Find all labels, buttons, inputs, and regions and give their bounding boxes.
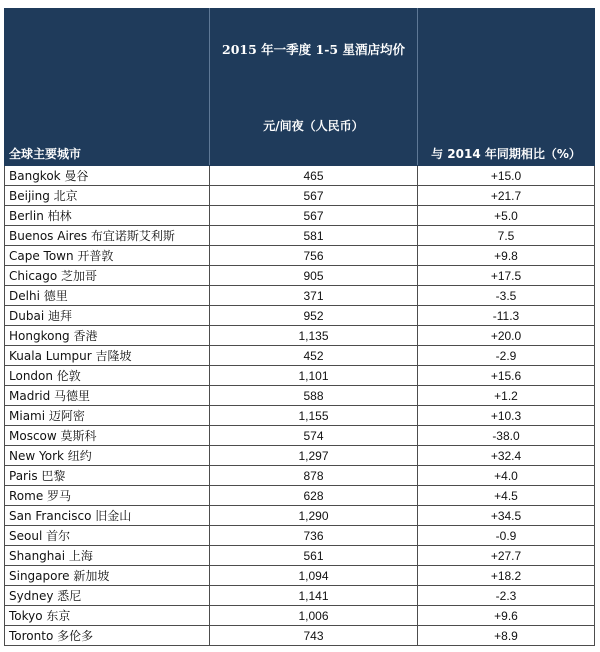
yoy-cell: +15.0 bbox=[418, 166, 595, 186]
city-cell: Miami 迈阿密 bbox=[5, 406, 210, 426]
yoy-cell: -2.3 bbox=[418, 586, 595, 606]
price-cell: 1,290 bbox=[210, 506, 418, 526]
yoy-cell: -38.0 bbox=[418, 426, 595, 446]
table-row bbox=[5, 166, 595, 186]
city-cell: San Francisco 旧金山 bbox=[5, 506, 210, 526]
price-cell: 736 bbox=[210, 526, 418, 546]
table-row bbox=[5, 286, 595, 306]
yoy-cell: +4.5 bbox=[418, 486, 595, 506]
city-cell: Bangkok 曼谷 bbox=[5, 166, 210, 186]
city-cell: Berlin 柏林 bbox=[5, 206, 210, 226]
city-cell: Singapore 新加坡 bbox=[5, 566, 210, 586]
city-cell: Paris 巴黎 bbox=[5, 466, 210, 486]
yoy-cell: +20.0 bbox=[418, 326, 595, 346]
price-cell: 561 bbox=[210, 546, 418, 566]
table-body bbox=[5, 166, 595, 646]
city-cell: New York 纽约 bbox=[5, 446, 210, 466]
city-cell: Seoul 首尔 bbox=[5, 526, 210, 546]
price-cell: 574 bbox=[210, 426, 418, 446]
yoy-cell: +17.5 bbox=[418, 266, 595, 286]
yoy-cell: -3.5 bbox=[418, 286, 595, 306]
table-row bbox=[5, 426, 595, 446]
table-row bbox=[5, 546, 595, 566]
yoy-cell: +4.0 bbox=[418, 466, 595, 486]
city-cell: Sydney 悉尼 bbox=[5, 586, 210, 606]
table-row bbox=[5, 506, 595, 526]
table-row bbox=[5, 466, 595, 486]
city-cell: Dubai 迪拜 bbox=[5, 306, 210, 326]
table-row bbox=[5, 626, 595, 646]
header-price-title: 2015 年一季度 1-5 星酒店均价 bbox=[222, 42, 405, 57]
table-row bbox=[5, 486, 595, 506]
header-price-unit: 元/间夜（人民币） bbox=[263, 119, 364, 133]
price-cell: 567 bbox=[210, 206, 418, 226]
table-row bbox=[5, 586, 595, 606]
price-cell: 878 bbox=[210, 466, 418, 486]
yoy-cell: -11.3 bbox=[418, 306, 595, 326]
price-cell: 465 bbox=[210, 166, 418, 186]
table-row bbox=[5, 326, 595, 346]
city-cell: London 伦敦 bbox=[5, 366, 210, 386]
price-cell: 588 bbox=[210, 386, 418, 406]
table-row bbox=[5, 406, 595, 426]
header-city: 全球主要城市 bbox=[5, 9, 210, 166]
city-cell: Tokyo 东京 bbox=[5, 606, 210, 626]
hotel-price-table-container bbox=[4, 8, 595, 646]
price-cell: 567 bbox=[210, 186, 418, 206]
price-cell: 1,155 bbox=[210, 406, 418, 426]
yoy-cell: +10.3 bbox=[418, 406, 595, 426]
yoy-cell: -2.9 bbox=[418, 346, 595, 366]
table-row bbox=[5, 526, 595, 546]
yoy-cell: 7.5 bbox=[418, 226, 595, 246]
price-cell: 756 bbox=[210, 246, 418, 266]
table-row bbox=[5, 206, 595, 226]
price-cell: 952 bbox=[210, 306, 418, 326]
header-yoy: 与 2014 年同期相比（%） bbox=[418, 9, 595, 166]
price-cell: 371 bbox=[210, 286, 418, 306]
table-row bbox=[5, 186, 595, 206]
header-price bbox=[210, 9, 418, 166]
table-row bbox=[5, 366, 595, 386]
table-row bbox=[5, 386, 595, 406]
table-row bbox=[5, 566, 595, 586]
yoy-cell: +8.9 bbox=[418, 626, 595, 646]
city-cell: Madrid 马德里 bbox=[5, 386, 210, 406]
yoy-cell: +1.2 bbox=[418, 386, 595, 406]
yoy-cell: +5.0 bbox=[418, 206, 595, 226]
price-cell: 1,101 bbox=[210, 366, 418, 386]
hotel-price-table bbox=[4, 8, 595, 646]
price-cell: 1,297 bbox=[210, 446, 418, 466]
yoy-cell: +27.7 bbox=[418, 546, 595, 566]
yoy-cell: +9.8 bbox=[418, 246, 595, 266]
table-row bbox=[5, 226, 595, 246]
price-cell: 743 bbox=[210, 626, 418, 646]
yoy-cell: -0.9 bbox=[418, 526, 595, 546]
city-cell: Shanghai 上海 bbox=[5, 546, 210, 566]
table-row bbox=[5, 246, 595, 266]
yoy-cell: +18.2 bbox=[418, 566, 595, 586]
city-cell: Buenos Aires 布宜诺斯艾利斯 bbox=[5, 226, 210, 246]
yoy-cell: +15.6 bbox=[418, 366, 595, 386]
yoy-cell: +9.6 bbox=[418, 606, 595, 626]
price-cell: 1,141 bbox=[210, 586, 418, 606]
city-cell: Hongkong 香港 bbox=[5, 326, 210, 346]
yoy-cell: +32.4 bbox=[418, 446, 595, 466]
city-cell: Chicago 芝加哥 bbox=[5, 266, 210, 286]
table-row bbox=[5, 346, 595, 366]
table-row bbox=[5, 306, 595, 326]
city-cell: Rome 罗马 bbox=[5, 486, 210, 506]
price-cell: 452 bbox=[210, 346, 418, 366]
city-cell: Delhi 德里 bbox=[5, 286, 210, 306]
city-cell: Toronto 多伦多 bbox=[5, 626, 210, 646]
yoy-cell: +21.7 bbox=[418, 186, 595, 206]
table-header bbox=[5, 9, 595, 166]
price-cell: 905 bbox=[210, 266, 418, 286]
price-cell: 628 bbox=[210, 486, 418, 506]
table-row bbox=[5, 446, 595, 466]
price-cell: 581 bbox=[210, 226, 418, 246]
table-row bbox=[5, 266, 595, 286]
price-cell: 1,094 bbox=[210, 566, 418, 586]
price-cell: 1,135 bbox=[210, 326, 418, 346]
table-row bbox=[5, 606, 595, 626]
city-cell: Beijing 北京 bbox=[5, 186, 210, 206]
header-row bbox=[5, 9, 595, 166]
price-cell: 1,006 bbox=[210, 606, 418, 626]
city-cell: Kuala Lumpur 吉隆坡 bbox=[5, 346, 210, 366]
city-cell: Moscow 莫斯科 bbox=[5, 426, 210, 446]
city-cell: Cape Town 开普敦 bbox=[5, 246, 210, 266]
yoy-cell: +34.5 bbox=[418, 506, 595, 526]
